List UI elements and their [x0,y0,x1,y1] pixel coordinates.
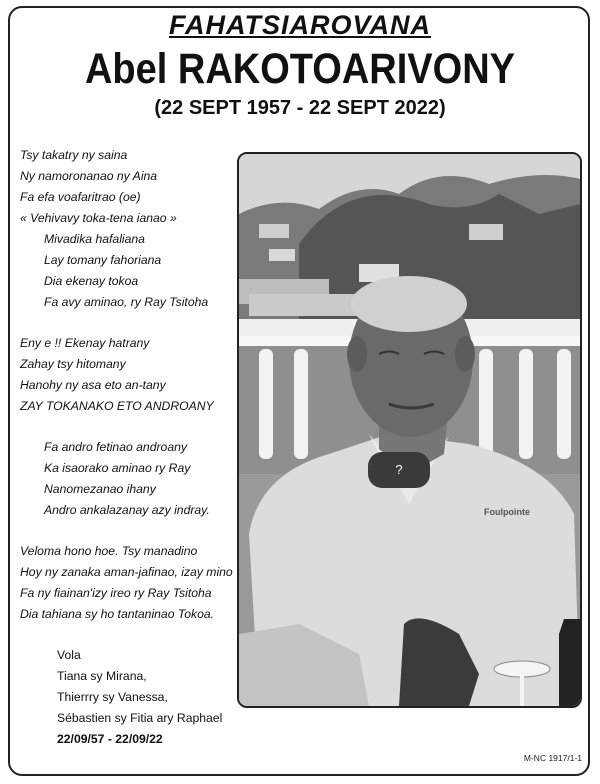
deceased-name: Abel RAKOTOARIVONY [84,46,515,94]
poem-line: Ka isaorako aminao ry Ray [44,461,191,475]
life-dates: (22 SEPT 1957 - 22 SEPT 2022) [154,97,446,119]
poem-line: « Vehivavy toka-tena ianao » [20,211,177,225]
poem-line: Dia ekenay tokoa [44,274,139,288]
poem-line: Lay tomany fahoriana [44,253,162,267]
signoff-line: Vola [57,648,81,662]
poem-line: Fa ny fiainan'izy ireo ry Ray Tsitoha [20,586,212,600]
poem-line: Fa efa voafaritrao (oe) [20,190,141,204]
poem-line: Hoy ny zanaka aman-jafinao, izay mino [20,565,233,579]
reference-code: M-NC 1917/1-1 [523,753,582,763]
poem-line: ZAY TOKANAKO ETO ANDROANY [20,399,214,413]
poem-line: Veloma hono hoe. Tsy manadino [20,544,198,558]
signoff-dates: 22/09/57 - 22/09/22 [57,732,163,746]
poem-line: Eny e !! Ekenay hatrany [20,336,150,350]
shirt-logo-text: Foulpointe [484,507,530,517]
poem-line: Fa andro fetinao androany [44,440,187,454]
poem-line: Fa avy aminao, ry Ray Tsitoha [44,295,209,309]
poem-line: Andro ankalazanay azy indray. [44,503,210,517]
poem-line: Hanohy ny asa eto an-tany [20,378,166,392]
page-title: FAHATSIAROVANA [169,10,431,40]
portrait-photo [237,152,582,708]
poem-line: Mivadika hafaliana [44,232,145,246]
poem-line: Tsy takatry ny saina [20,148,128,162]
signoff-line: Sébastien sy Fitia ary Raphael [57,711,223,725]
poem-line: Ny namoronanao ny Aina [20,169,158,183]
help-bubble[interactable]: ? [368,452,430,488]
poem-line: Zahay tsy hitomany [20,357,126,371]
poem-line: Nanomezanao ihany [44,482,156,496]
signoff-line: Tiana sy Mirana, [57,669,147,683]
signoff-line: Thierrry sy Vanessa, [57,690,168,704]
poem-line: Dia tahiana sy ho tantaninao Tokoa. [20,607,215,621]
